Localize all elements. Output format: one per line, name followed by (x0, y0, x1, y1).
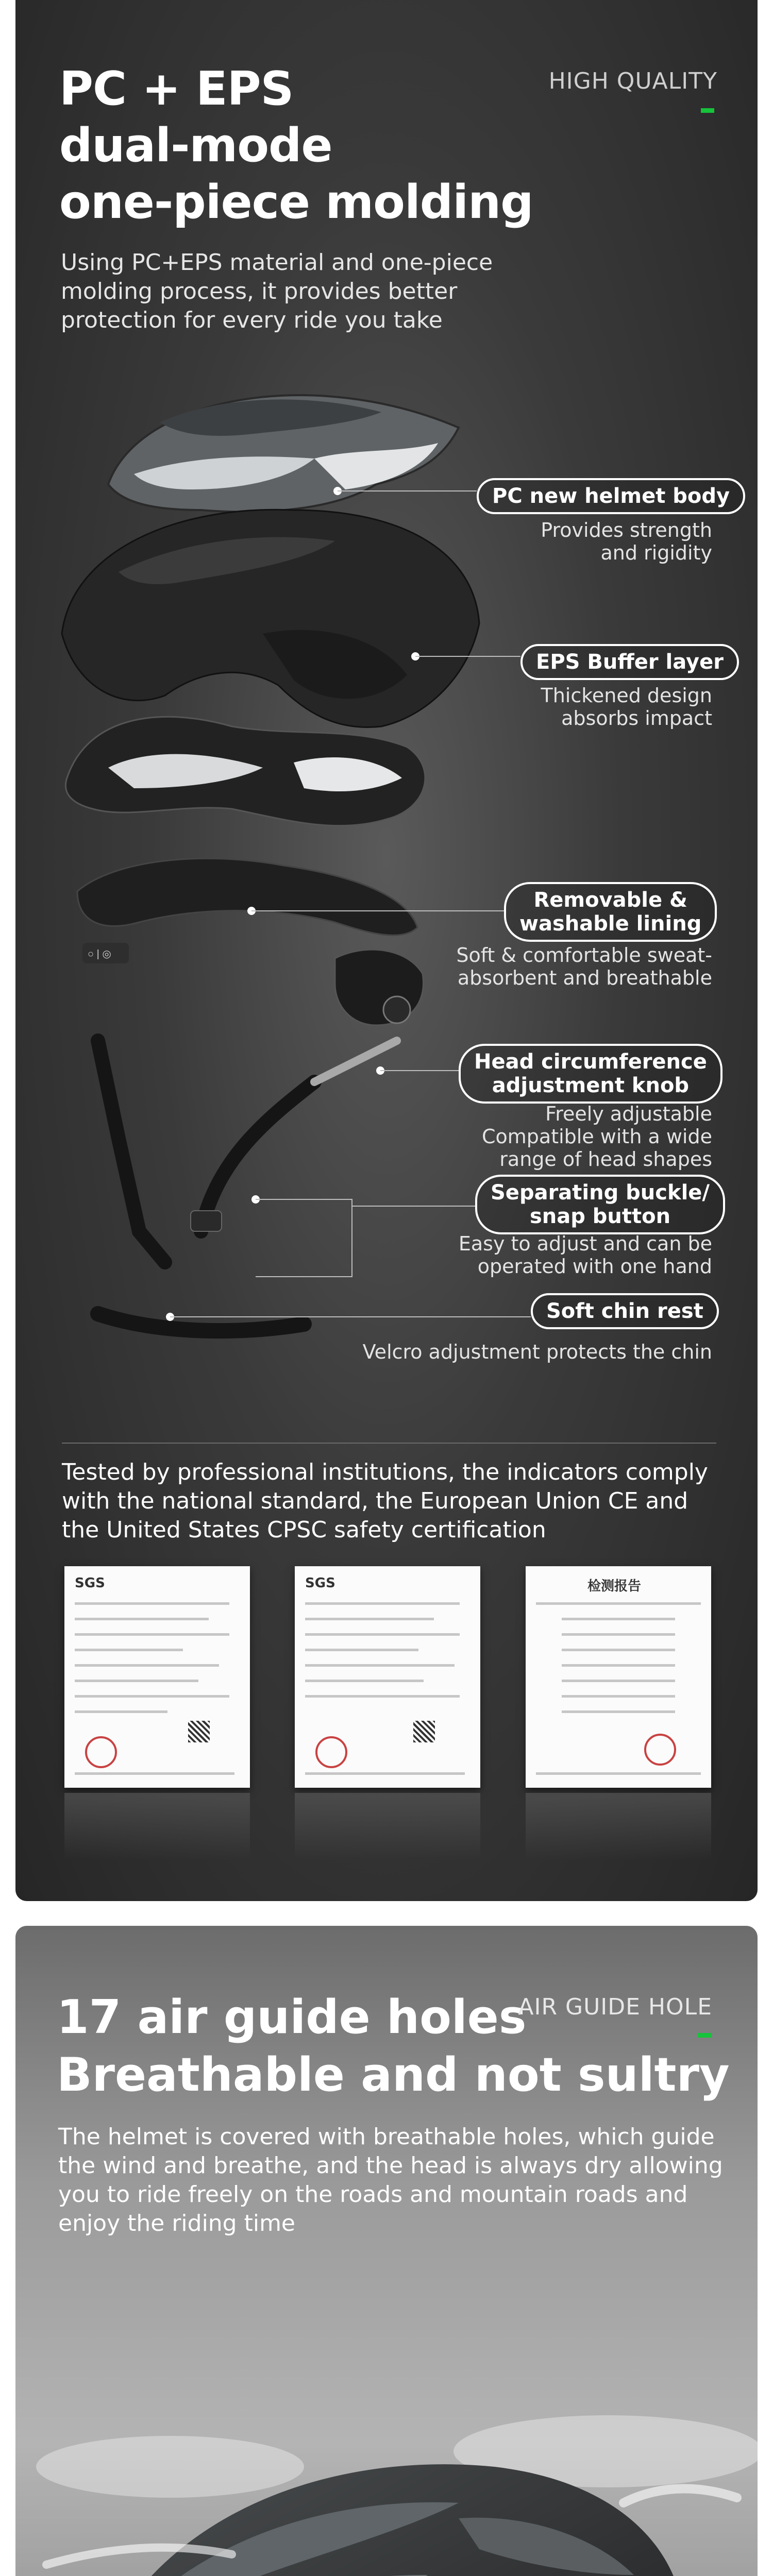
feature-label-chin-rest: Soft chin rest (531, 1293, 719, 1329)
certification-text: Tested by professional institutions, the indicators comply with the national standard, the European Union CE and the United States CPSC safety certification (62, 1459, 708, 1543)
section1-intro: Using PC+EPS material and one-piece molding process, it provides better protection for every ride you take (61, 249, 493, 333)
label-line: snap button (529, 1205, 671, 1228)
feature-desc-pc-body (444, 519, 712, 564)
label-line: Separating buckle/ (491, 1181, 710, 1205)
desc-line: Freely adjustable (545, 1103, 712, 1125)
desc-line: absorbent and breathable (457, 967, 712, 989)
desc-line: Easy to adjust and can be (458, 1232, 712, 1255)
leader-line (338, 490, 477, 492)
title-line: Breathable and not sultry (57, 2048, 730, 2102)
pc-eps-section (15, 0, 758, 1901)
desc-line: Soft & comfortable sweat- (456, 944, 712, 967)
desc-line: Provides strength (541, 519, 712, 541)
strap-layer (98, 1041, 397, 1331)
feature-desc-eps (444, 684, 712, 730)
svg-text:○ | ◎: ○ | ◎ (88, 948, 111, 960)
feature-label-pc-body: PC new helmet body (477, 478, 745, 514)
leader-line (415, 656, 520, 657)
leader-line (251, 910, 504, 911)
certificate-header: SGS (75, 1575, 105, 1591)
eps-layer (62, 510, 479, 727)
title-line: 17 air guide holes (57, 1990, 527, 2044)
pc-shell-layer (108, 395, 459, 512)
leader-line (351, 1199, 352, 1276)
desc-line: absorbs impact (561, 707, 712, 730)
section1-title (59, 61, 533, 231)
desc-line: Thickened design (541, 684, 712, 707)
certificate-image (526, 1566, 711, 1788)
title-line: one-piece molding (59, 175, 533, 229)
leader-line (170, 1316, 531, 1317)
title-line: dual-mode (59, 118, 332, 173)
feature-desc-lining (403, 944, 712, 989)
title-line: PC + EPS (59, 62, 294, 116)
label-line: adjustment knob (492, 1074, 690, 1097)
leader-line (256, 1199, 351, 1200)
desc-line: Velcro adjustment protects the chin (362, 1341, 712, 1363)
feature-desc-chin-rest (248, 1341, 712, 1363)
air-guide-section (15, 1926, 758, 2576)
inner-shell-layer (65, 717, 425, 825)
leader-line (380, 1070, 459, 1071)
desc-line: Compatible with a wide (481, 1125, 712, 1148)
certificate-header: 检测报告 (587, 1579, 642, 1594)
feature-label-eps: EPS Buffer layer (520, 644, 739, 680)
accent-bar (698, 2033, 711, 2038)
section-divider (62, 1443, 716, 1444)
certificate-image (295, 1566, 480, 1788)
feature-label-lining (504, 882, 717, 942)
helmet-mountain-scene (15, 2286, 758, 2576)
label-line: Removable & (533, 888, 687, 912)
desc-line: range of head shapes (499, 1148, 712, 1171)
feature-label-buckle (475, 1175, 725, 1234)
feature-desc-buckle (403, 1232, 712, 1278)
high-quality-tag: HIGH QUALITY (548, 68, 717, 94)
desc-line: operated with one hand (477, 1255, 712, 1278)
certificate-image (64, 1566, 250, 1788)
leader-line (351, 1206, 475, 1207)
section2-intro: The helmet is covered with breathable holes, which guide the wind and breathe, and the head is always dry allowing you to ride freely on the roads and mountain roads and enjoy the riding time (58, 2124, 723, 2236)
label-line: washable lining (519, 912, 702, 936)
desc-line: and rigidity (600, 541, 712, 564)
feature-label-knob (459, 1044, 722, 1104)
label-line: Head circumference (474, 1050, 707, 1074)
certificate-header: SGS (305, 1575, 335, 1591)
feature-desc-knob (403, 1103, 712, 1171)
accent-bar (701, 108, 714, 113)
leader-line (256, 1276, 352, 1277)
air-guide-hole-tag: AIR GUIDE HOLE (518, 1994, 712, 2020)
